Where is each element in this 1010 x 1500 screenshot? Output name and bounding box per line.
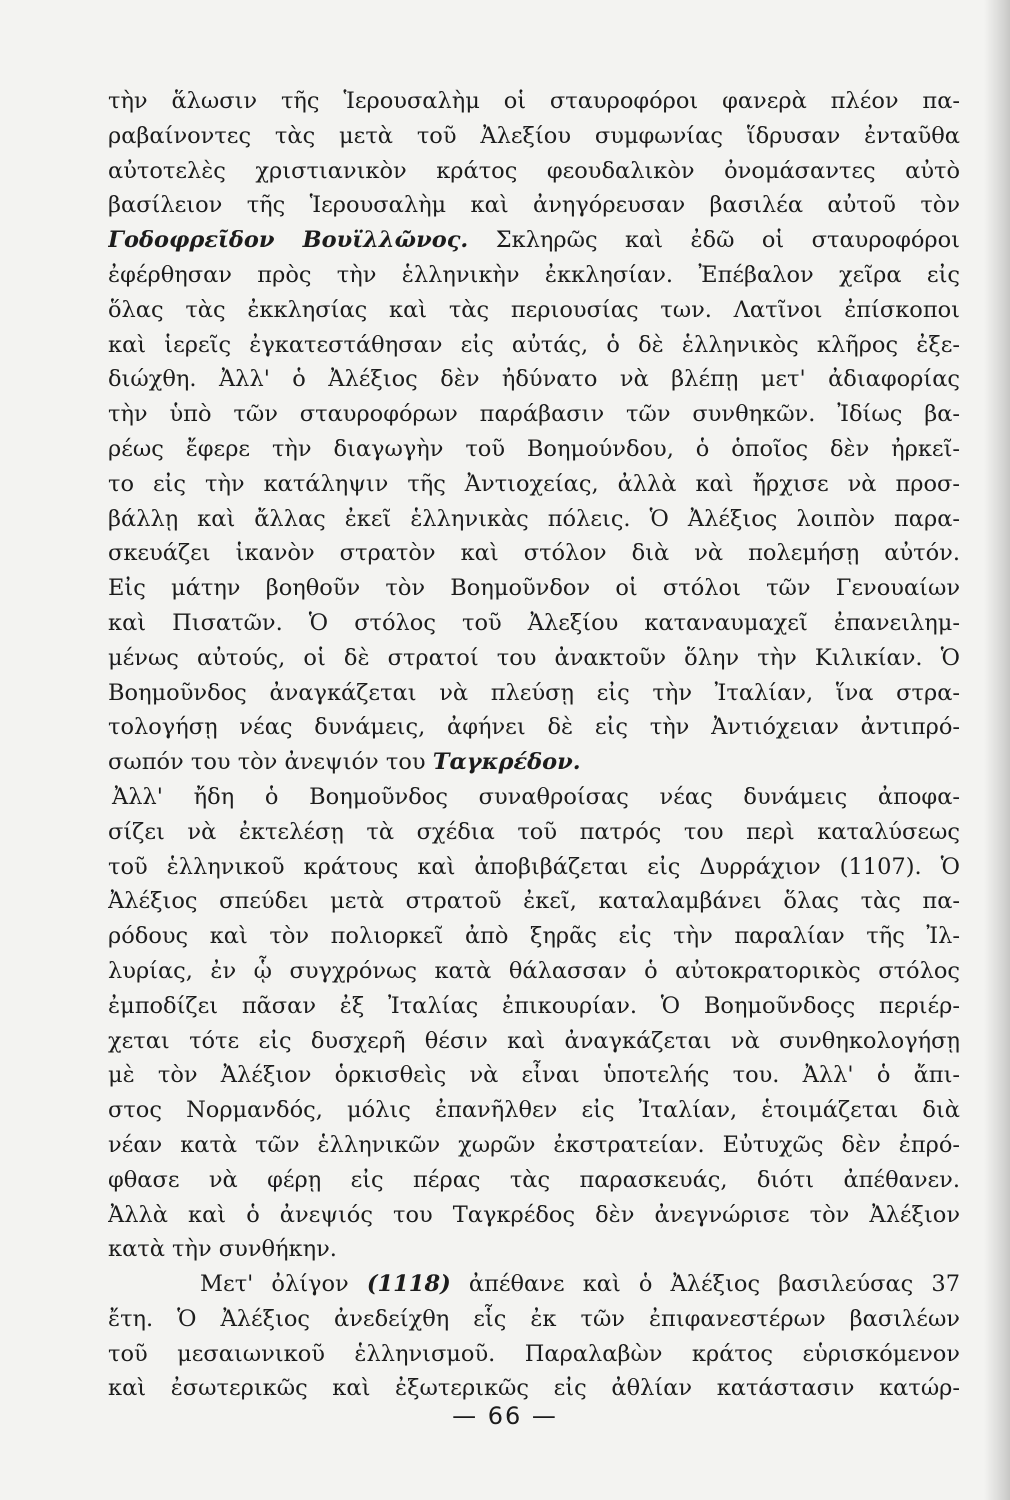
text-line: Ἀλέξιος σπεύδει μετὰ στρατοῦ ἐκεῖ, καταλαμβάνει ὅλας τὰς πα- <box>108 888 960 915</box>
text-line: ρόδους καὶ τὸν πολιορκεῖ ἀπὸ ξηρᾶς εἰς τὴν παραλίαν τῆς Ἰλ- <box>108 923 960 950</box>
text-line: τολογήσῃ νέας δυνάμεις, ἀφήνει δὲ εἰς τὴν Ἀντιόχειαν ἀντιπρό- <box>108 714 960 741</box>
emphasis-tancred: Ταγκρέδον. <box>432 749 581 776</box>
emphasis-year: (1118) <box>366 1271 451 1298</box>
text-line: καὶ ἐσωτερικῶς καὶ ἐξωτερικῶς εἰς ἀθλίαν κατάστασιν κατώρ- <box>108 1375 960 1402</box>
text-line: καὶ ἱερεῖς ἐγκατεστάθησαν εἰς αὐτάς, ὁ δὲ ἑλληνικὸς κλῆρος ἐξε- <box>108 331 960 358</box>
page-edge-shadow <box>984 0 1010 1500</box>
text-line-start: σωπόν του τὸν ἀνεψιόν του <box>108 749 426 776</box>
text-line: αὐτοτελὲς χριστιανικὸν κράτος φεουδαλικὸν ὀνομάσαντες αὐτὸ <box>108 157 960 184</box>
text-line: το εἰς τὴν κατάληψιν τῆς Ἀντιοχείας, ἀλλὰ καὶ ἤρχισε νὰ προσ- <box>108 470 960 497</box>
text-line <box>108 745 960 780</box>
text-line: καὶ Πισατῶν. Ὁ στόλος τοῦ Ἀλεξίου καταναυμαχεῖ ἐπανειλημ- <box>108 609 960 636</box>
text-line-rest: Σκληρῶς καὶ ἐδῶ οἱ σταυροφόροι <box>495 227 960 254</box>
text-line: στος Νορμανδός, μόλις ἐπανῆλθεν εἰς Ἰταλίαν, ἑτοιμάζεται διὰ <box>108 1097 960 1124</box>
text-line: νέαν κατὰ τῶν ἑλληνικῶν χωρῶν ἐκστρατείαν. Εὐτυχῶς δὲν ἐπρό- <box>108 1131 960 1158</box>
emphasis-godfrey: Γοδοφρεῖδον Βουϊλλῶνος. <box>108 227 469 254</box>
met-prefix: Μετ' ὀλίγον <box>200 1271 349 1298</box>
text-line: φθασε νὰ φέρῃ εἰς πέρας τὰς παρασκευάς, διότι ἀπέθανεν. <box>108 1166 960 1193</box>
text-line: μένως αὐτούς, οἱ δὲ στρατοί του ἀνακτοῦν ὅλην τὴν Κιλικίαν. Ὁ <box>108 644 960 671</box>
text-line: τοῦ μεσαιωνικοῦ ἑλληνισμοῦ. Παραλαβὼν κράτος εὑρισκόμενον <box>108 1340 960 1367</box>
text-line: ραβαίνοντες τὰς μετὰ τοῦ Ἀλεξίου συμφωνίας ἵδρυσαν ἐνταῦθα <box>108 122 960 149</box>
text-line: τοῦ ἑλληνικοῦ κράτους καὶ ἀποβιβάζεται εἰς Δυρράχιον (1107). Ὁ <box>108 853 960 880</box>
text-line <box>108 223 960 258</box>
text-line: Βοημοῦνδος ἀναγκάζεται νὰ πλεύσῃ εἰς τὴν Ἰταλίαν, ἵνα στρα- <box>108 679 960 706</box>
text-line: βάλλῃ καὶ ἄλλας ἐκεῖ ἑλληνικὰς πόλεις. Ὁ Ἀλέξιος λοιπὸν παρα- <box>108 505 960 532</box>
text-line: ρέως ἔφερε τὴν διαγωγὴν τοῦ Βοημούνδου, ὁ ὁποῖος δὲν ἠρκεῖ- <box>108 435 960 462</box>
text-line-rest: ἀπέθανε καὶ ὁ Ἀλέξιος βασιλεύσας 37 <box>468 1271 960 1298</box>
text-line: διώχθη. Ἀλλ' ὁ Ἀλέξιος δὲν ἠδύνατο νὰ βλέπῃ μετ' ἀδιαφορίας <box>108 366 960 393</box>
text-line: χεται τότε εἰς δυσχερῆ θέσιν καὶ ἀναγκάζεται νὰ συνθηκολογήσῃ <box>108 1027 960 1054</box>
body-text <box>108 84 960 1406</box>
text-line: σίζει νὰ ἐκτελέσῃ τὰ σχέδια τοῦ πατρός του περὶ καταλύσεως <box>108 818 960 845</box>
text-line: Εἰς μάτην βοηθοῦν τὸν Βοημοῦνδον οἱ στόλοι τῶν Γενουαίων <box>108 575 960 602</box>
text-line: τὴν ἅλωσιν τῆς Ἱερουσαλὴμ οἱ σταυροφόροι φανερὰ πλέον πα- <box>108 88 960 114</box>
text-line: ἐφέρθησαν πρὸς τὴν ἑλληνικὴν ἐκκλησίαν. Ἐπέβαλον χεῖρα εἰς <box>108 261 960 288</box>
text-line: Ἀλλ' ἤδη ὁ Βοημοῦνδος συναθροίσας νέας δυνάμεις ἀποφα- <box>112 783 960 810</box>
text-line <box>108 1267 960 1302</box>
text-line: μὲ τὸν Ἀλέξιον ὁρκισθεὶς νὰ εἶναι ὑποτελής του. Ἀλλ' ὁ ἄπι- <box>108 1062 960 1089</box>
text-line: σκευάζει ἱκανὸν στρατὸν καὶ στόλον διὰ νὰ πολεμήσῃ αὐτόν. <box>108 540 960 567</box>
text-line: ἔτη. Ὁ Ἀλέξιος ἀνεδείχθη εἷς ἐκ τῶν ἐπιφανεστέρων βασιλέων <box>108 1305 960 1332</box>
page-number: — 66 — <box>452 1402 558 1430</box>
text-line: Ἀλλὰ καὶ ὁ ἀνεψιός του Ταγκρέδος δὲν ἀνεγνώρισε τὸν Ἀλέξιον <box>108 1201 960 1228</box>
text-line: λυρίας, ἐν ᾧ συγχρόνως κατὰ θάλασσαν ὁ αὐτοκρατορικὸς στόλος <box>108 957 960 984</box>
text-line: τὴν ὑπὸ τῶν σταυροφόρων παράβασιν τῶν συνθηκῶν. Ἰδίως βα- <box>108 401 960 428</box>
text-line: ἐμποδίζει πᾶσαν ἐξ Ἰταλίας ἐπικουρίαν. Ὁ Βοημοῦνδοςς περιέρ- <box>108 992 960 1019</box>
text-line: ὅλας τὰς ἐκκλησίας καὶ τὰς περιουσίας των. Λατῖνοι ἐπίσκοποι <box>108 296 960 323</box>
text-line: κατὰ τὴν συνθήκην. <box>108 1236 337 1263</box>
text-line: βασίλειον τῆς Ἱερουσαλὴμ καὶ ἀνηγόρευσαν βασιλέα αὐτοῦ τὸν <box>108 192 960 219</box>
